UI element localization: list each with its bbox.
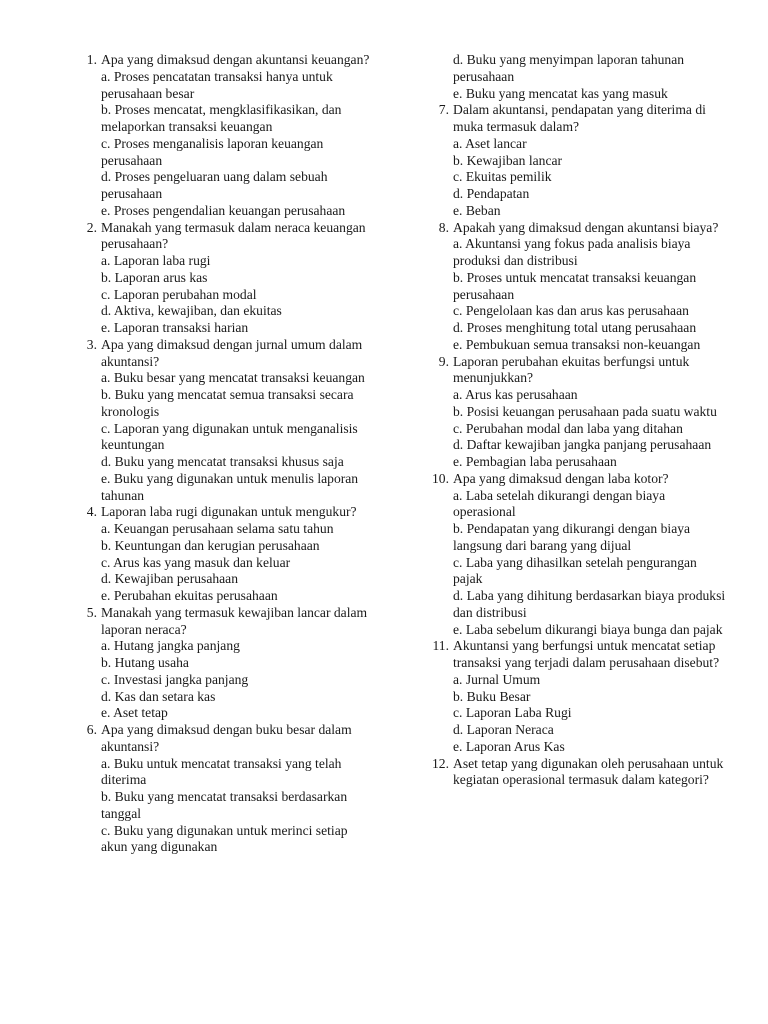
answer-option: b. Hutang usaha bbox=[101, 655, 189, 670]
question-text: Manakah yang termasuk kewajiban lancar dalam laporan neraca? bbox=[101, 604, 368, 637]
question-item bbox=[74, 52, 374, 220]
answer-option: e. Laporan Arus Kas bbox=[453, 738, 565, 754]
question-item bbox=[426, 471, 726, 639]
answer-option: c. Arus kas yang masuk dan keluar bbox=[101, 554, 291, 570]
question-number: 1. bbox=[86, 52, 97, 67]
question-text: Apa yang dimaksud dengan laba kotor? bbox=[453, 470, 669, 486]
question-number: 3. bbox=[86, 336, 97, 352]
question-text: Dalam akuntansi, pendapatan yang diterima di muka termasuk dalam? bbox=[453, 102, 706, 134]
answer-option: c. Laporan perubahan modal bbox=[101, 286, 257, 302]
answer-option: d. Laba yang dihitung berdasarkan biaya produksi dan distribusi bbox=[453, 588, 726, 620]
answer-option: a. Hutang jangka panjang bbox=[101, 638, 240, 654]
question-text: Apakah yang dimaksud dengan akuntansi biaya? bbox=[453, 219, 719, 235]
left-column bbox=[74, 52, 374, 856]
answer-option: e. Perubahan ekuitas perusahaan bbox=[101, 588, 278, 603]
question-item bbox=[74, 504, 374, 605]
answer-option: e. Pembukuan semua transaksi non-keuangan bbox=[453, 336, 701, 352]
question-item bbox=[74, 722, 374, 856]
answer-option: a. Buku untuk mencatat transaksi yang telah diterima bbox=[101, 755, 342, 788]
question-text: Apa yang dimaksud dengan jurnal umum dalam akuntansi? bbox=[101, 336, 363, 369]
question-item bbox=[426, 220, 726, 354]
question-item bbox=[426, 354, 726, 471]
question-item bbox=[74, 220, 374, 337]
answer-option: e. Buku yang mencatat kas yang masuk bbox=[453, 85, 668, 101]
answer-option: d. Pendapatan bbox=[453, 186, 530, 201]
answer-option: c. Investasi jangka panjang bbox=[101, 671, 249, 687]
answer-option: a. Arus kas perusahaan bbox=[453, 387, 578, 402]
answer-option: d. Buku yang menyimpan laporan tahunan perusahaan bbox=[453, 52, 685, 84]
answer-option: e. Laba sebelum dikurangi biaya bunga dan pajak bbox=[453, 621, 723, 637]
right-column bbox=[426, 52, 726, 789]
answer-option: b. Posisi keuangan perusahaan pada suatu waktu bbox=[453, 403, 717, 419]
answer-option: d. Laporan Neraca bbox=[453, 722, 554, 737]
question-item bbox=[74, 605, 374, 722]
answer-option: c. Laporan yang digunakan untuk menganalisis keuntungan bbox=[101, 420, 358, 453]
question-number: 11. bbox=[432, 638, 449, 654]
question-item bbox=[426, 638, 726, 755]
question-item bbox=[74, 337, 374, 505]
answer-option: c. Ekuitas pemilik bbox=[453, 169, 552, 185]
answer-option: a. Aset lancar bbox=[453, 135, 527, 151]
answer-option: b. Kewajiban lancar bbox=[453, 152, 563, 168]
answer-option: d. Proses pengeluaran uang dalam sebuah perusahaan bbox=[101, 169, 328, 201]
answer-option: d. Proses menghitung total utang perusahaan bbox=[453, 320, 697, 335]
question-number: 2. bbox=[86, 219, 97, 235]
question-number: 4. bbox=[86, 504, 97, 520]
question-number: 10. bbox=[432, 470, 449, 486]
answer-option: a. Keuangan perusahaan selama satu tahun bbox=[101, 521, 334, 536]
question-text: Aset tetap yang digunakan oleh perusahaan untuk kegiatan operasional termasuk dalam kategori? bbox=[453, 755, 724, 788]
answer-option: b. Buku Besar bbox=[453, 688, 531, 704]
answer-option: c. Laporan Laba Rugi bbox=[453, 705, 572, 721]
answer-option: d. Aktiva, kewajiban, dan ekuitas bbox=[101, 303, 282, 319]
answer-option: d. Kas dan setara kas bbox=[101, 688, 216, 704]
answer-option: b. Proses untuk mencatat transaksi keuangan perusahaan bbox=[453, 269, 697, 302]
answer-option: e. Aset tetap bbox=[101, 705, 168, 721]
answer-option: a. Proses pencatatan transaksi hanya untuk perusahaan besar bbox=[101, 68, 333, 101]
question-number: 5. bbox=[86, 604, 97, 620]
question-text: Akuntansi yang berfungsi untuk mencatat setiap transaksi yang terjadi dalam perusahaan disebut? bbox=[453, 638, 720, 670]
question-number: 8. bbox=[438, 219, 449, 235]
answer-option: c. Proses menganalisis laporan keuangan perusahaan bbox=[101, 135, 324, 168]
answer-option: b. Pendapatan yang dikurangi dengan biaya langsung dari barang yang dijual bbox=[453, 521, 691, 553]
question-text: Laporan perubahan ekuitas berfungsi untuk menunjukkan? bbox=[453, 353, 690, 386]
question-number: 6. bbox=[86, 722, 97, 737]
answer-option: c. Buku yang digunakan untuk merinci setiap akun yang digunakan bbox=[101, 822, 348, 855]
answer-option: b. Laporan arus kas bbox=[101, 269, 208, 285]
question-number: 7. bbox=[438, 102, 449, 118]
question-item bbox=[426, 102, 726, 219]
answer-option: a. Buku besar yang mencatat transaksi keuangan bbox=[101, 370, 365, 386]
question-number: 9. bbox=[438, 353, 449, 369]
answer-option: b. Proses mencatat, mengklasifikasikan, dan melaporkan transaksi keuangan bbox=[101, 102, 342, 134]
answer-option: a. Jurnal Umum bbox=[453, 671, 541, 687]
question-item bbox=[426, 756, 726, 790]
answer-option: d. Buku yang mencatat transaksi khusus saja bbox=[101, 454, 344, 469]
answer-option: b. Buku yang mencatat semua transaksi secara kronologis bbox=[101, 387, 354, 419]
question-continuation bbox=[426, 52, 726, 102]
answer-option: b. Buku yang mencatat transaksi berdasarkan tanggal bbox=[101, 789, 348, 821]
answer-option: d. Daftar kewajiban jangka panjang perusahaan bbox=[453, 437, 712, 453]
question-text: Laporan laba rugi digunakan untuk mengukur? bbox=[101, 504, 357, 520]
answer-option: a. Akuntansi yang fokus pada analisis biaya produksi dan distribusi bbox=[453, 236, 691, 268]
question-number: 12. bbox=[432, 755, 449, 771]
answer-option: c. Laba yang dihasilkan setelah pengurangan pajak bbox=[453, 554, 697, 587]
answer-option: a. Laba setelah dikurangi dengan biaya operasional bbox=[453, 487, 666, 520]
answer-option: e. Beban bbox=[453, 202, 501, 218]
question-text: Manakah yang termasuk dalam neraca keuangan perusahaan? bbox=[101, 219, 366, 252]
answer-option: e. Proses pengendalian keuangan perusahaan bbox=[101, 202, 346, 218]
question-text: Apa yang dimaksud dengan buku besar dalam akuntansi? bbox=[101, 722, 352, 754]
answer-option: e. Pembagian laba perusahaan bbox=[453, 454, 617, 469]
answer-option: b. Keuntungan dan kerugian perusahaan bbox=[101, 537, 320, 553]
answer-option: c. Pengelolaan kas dan arus kas perusahaan bbox=[453, 303, 689, 319]
answer-option: e. Laporan transaksi harian bbox=[101, 320, 249, 335]
answer-option: e. Buku yang digunakan untuk menulis laporan tahunan bbox=[101, 470, 359, 503]
answer-option: c. Perubahan modal dan laba yang ditahan bbox=[453, 420, 683, 436]
answer-option: d. Kewajiban perusahaan bbox=[101, 571, 239, 587]
answer-option: a. Laporan laba rugi bbox=[101, 253, 211, 268]
question-text: Apa yang dimaksud dengan akuntansi keuangan? bbox=[101, 52, 370, 67]
